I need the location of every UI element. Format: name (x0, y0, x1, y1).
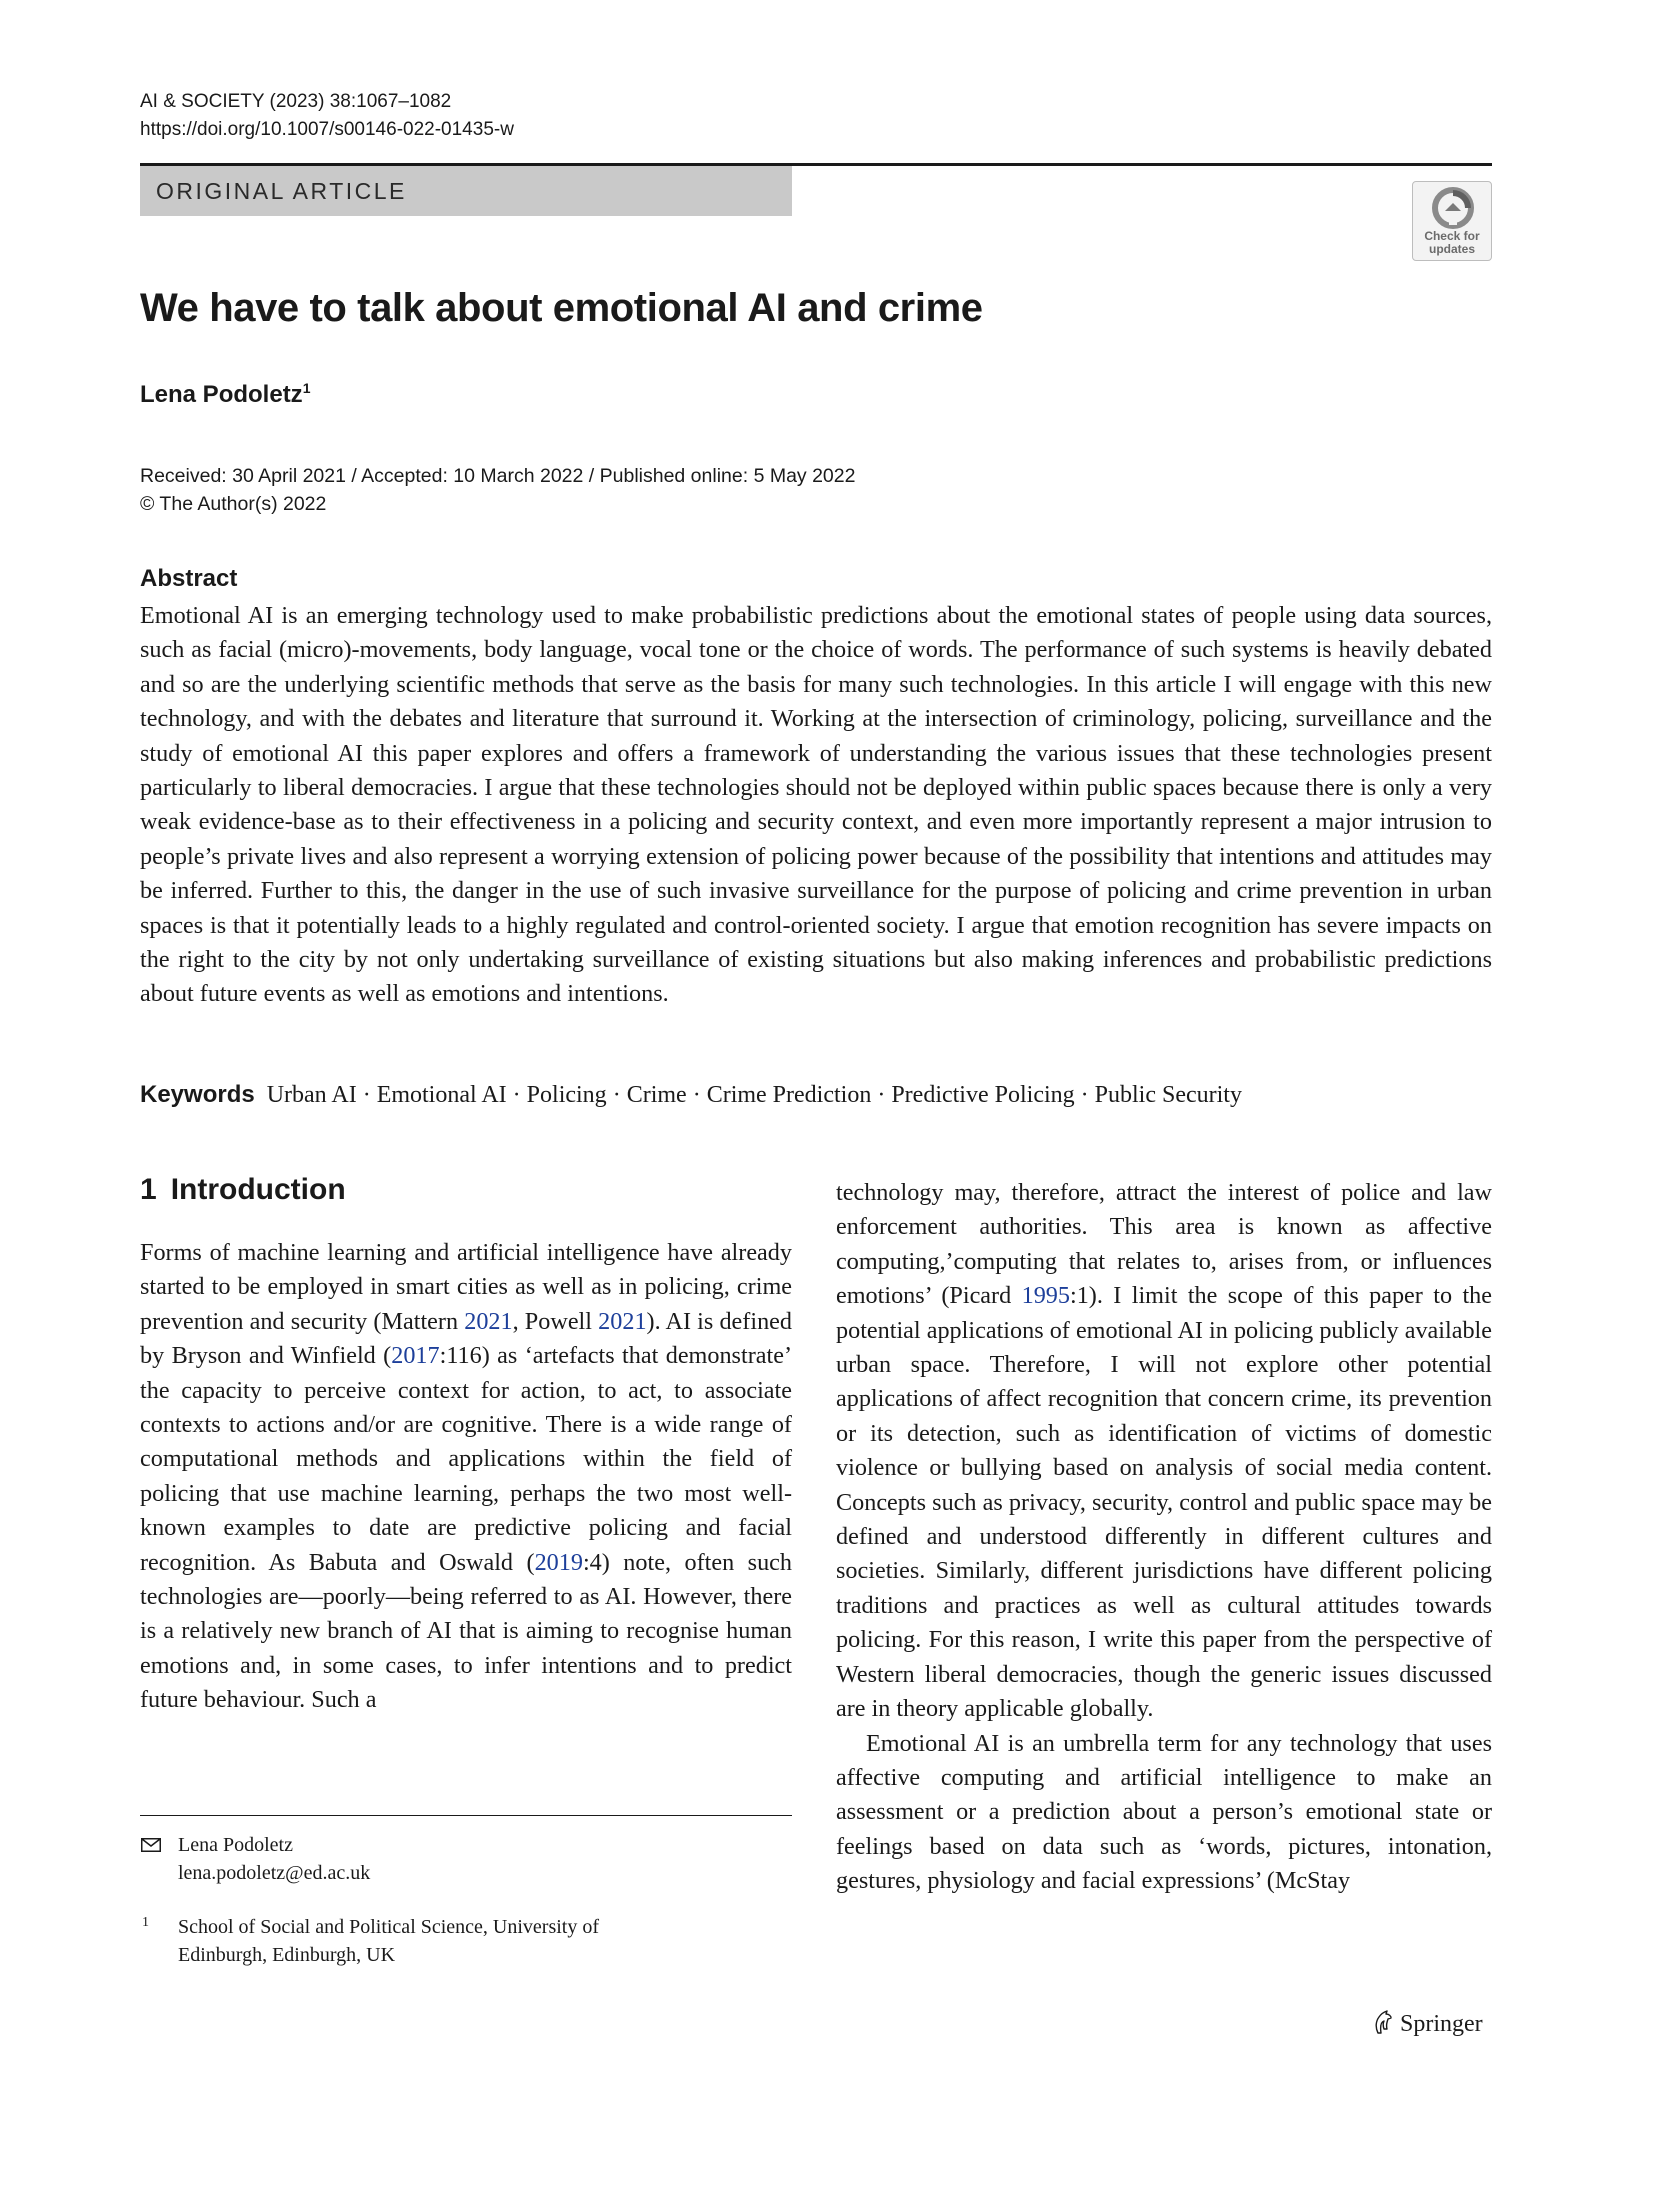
section-heading-introduction (140, 1170, 792, 1210)
text-run: , Powell (512, 1307, 599, 1335)
section-number: 1 (140, 1173, 157, 1206)
envelope-icon (141, 1838, 161, 1852)
check-updates-label-2: updates (1428, 242, 1475, 256)
journal-info (140, 88, 514, 144)
publisher-name: Springer (1400, 2011, 1483, 2037)
citation-link[interactable]: 2021 (464, 1307, 513, 1335)
citation-link[interactable]: 2021 (598, 1307, 647, 1335)
author-name[interactable]: Lena Podoletz (140, 381, 303, 408)
keyword-separator: · (356, 1082, 377, 1108)
keywords-list (267, 1082, 1242, 1108)
keyword-separator: · (871, 1082, 892, 1108)
left-column (140, 1170, 792, 1718)
dates-line: Received: 30 April 2021 / Accepted: 10 March 2022 / Published online: 5 May 2022 (140, 465, 856, 487)
right-column (836, 1176, 1492, 1899)
citation-link[interactable]: 1995 (1021, 1282, 1070, 1310)
text-run: ). AI is defined by Bryson and Winfield ( (140, 1307, 792, 1370)
affiliation-text: School of Social and Political Science, University of Edinburgh, Edinburgh, UK (178, 1916, 600, 1966)
journal-citation: AI & SOCIETY (2023) 38:1067–1082 (140, 91, 452, 112)
section-title: Introduction (170, 1173, 346, 1206)
check-for-updates-icon (1432, 187, 1474, 229)
abstract-heading: Abstract (140, 565, 238, 592)
affiliation-mark: 1 (142, 1915, 149, 1930)
keywords-label: Keywords (140, 1081, 255, 1108)
keyword: Emotional AI (376, 1082, 507, 1108)
intro-paragraph-3 (836, 1727, 1492, 1899)
keyword: Crime (626, 1082, 687, 1108)
keywords (140, 1078, 1242, 1112)
contact-email[interactable]: lena.podoletz@ed.ac.uk (178, 1862, 371, 1884)
author-affiliation-mark: 1 (302, 380, 311, 396)
keyword: Predictive Policing (891, 1082, 1075, 1108)
keyword: Urban AI (266, 1082, 357, 1108)
footnote-rule (140, 1815, 792, 1816)
intro-paragraph-2 (836, 1176, 1492, 1727)
check-updates-label-1: Check for (1424, 229, 1480, 243)
text-run: :1). I limit the scope of this paper to the potential applications of emotional AI in policing publicly available urban space. Therefore, I will not explore other potential applications of affect recognition that concern crime, its prevention or its detection, such as identification of victims of domestic violence or bullying based on analysis of social media content. Concepts such as privacy, security, control and public space may be defined and understood differently in different cultures and societies. Similarly, different jurisdictions have different policing traditions and practices as well as cultural attitudes towards policing. For this reason, I write this paper from the perspective of Western liberal democracies, though the generic issues discussed are in theory applicable globally. (836, 1282, 1492, 1723)
keyword-separator: · (1074, 1082, 1095, 1108)
article-type-banner (140, 166, 792, 216)
text-run: Emotional AI is an umbrella term for any technology that uses affective computing and artificial intelligence to make an assessment or a prediction about a person’s emotional state or feelings based on data such as ‘words, pictures, intonation, gestures, physiology and facial expressions’ (McStay (836, 1729, 1492, 1895)
keyword: Crime Prediction (706, 1082, 872, 1108)
text-run: :4) note, often such technologies are—poorly—being referred to as AI. However, there is a relatively new branch of AI that is aiming to recognise human emotions and, in some cases, to infer intentions and to predict future behaviour. Such a (140, 1548, 793, 1714)
springer-horse-icon (1372, 2009, 1394, 2035)
contact-name: Lena Podoletz (178, 1834, 293, 1856)
publisher-logo[interactable] (1372, 2008, 1483, 2040)
footnote-affiliation (140, 1913, 658, 1969)
article-type-label: ORIGINAL ARTICLE (156, 178, 407, 204)
text-run: Forms of machine learning and artificial intelligence have already started to be employed in smart cities as well as in policing, crime prevention and security (Mattern (140, 1239, 792, 1335)
article-title: We have to talk about emotional AI and crime (140, 286, 983, 330)
doi-link[interactable]: https://doi.org/10.1007/s00146-022-01435-w (140, 119, 514, 140)
abstract-text: Emotional AI is an emerging technology used to make probabilistic predictions about the emotional states of people using data sources, such as facial (micro)-movements, body language, vocal tone or the choice of words. The performance of such systems is heavily debated and so are the underlying scientific methods that serve as the basis for many such technologies. In this article I will engage with this new technology, and with the debates and literature that surround it. Working at the intersection of criminology, policing, surveillance and the study of emotional AI this paper explores and offers a framework of understanding the various issues that these technologies present particularly to liberal democracies. I argue that these technologies should not be deployed within public spaces because there is only a very weak evidence-base as to their effectiveness in a policing and security context, and even more importantly represent a major intrusion to people’s private lives and also represent a worrying extension of policing power because of the possibility that intentions and attitudes may be inferred. Further to this, the danger in the use of such invasive surveillance for the purpose of policing and crime prevention in urban spaces is that it potentially leads to a highly regulated and control-oriented society. I argue that emotion recognition has severe impacts on the right to the city by not only undertaking surveillance of existing situations but also making inferences and probabilistic predictions about future events as well as emotions and intentions. (140, 602, 1492, 1008)
footnote-contact (140, 1831, 370, 1887)
text-run: technology may, therefore, attract the interest of police and law enforcement authorities. This area is known as affective computing,’computing that relates to, arises from, or influences emotions’ (Picard (836, 1179, 1492, 1310)
keyword: Public Security (1094, 1082, 1242, 1108)
citation-link[interactable]: 2019 (534, 1548, 583, 1576)
publication-dates (140, 462, 855, 518)
citation-link[interactable]: 2017 (391, 1342, 440, 1370)
keyword-separator: · (506, 1082, 527, 1108)
intro-paragraph-1 (140, 1236, 792, 1718)
text-run: :116) as ‘artefacts that demonstrate’ the capacity to perceive context for action, to act, to associate contexts to actions and/or are cognitive. There is a wide range of computational methods and applications within the field of policing that use machine learning, perhaps the two most well-known examples to date are predictive policing and facial recognition. As Babuta and Oswald ( (140, 1342, 792, 1576)
check-for-updates-button[interactable] (1412, 181, 1492, 261)
author (140, 380, 310, 409)
keyword-separator: · (686, 1082, 707, 1108)
keyword-separator: · (606, 1082, 627, 1108)
copyright-line: © The Author(s) 2022 (140, 493, 327, 515)
keyword: Policing (526, 1082, 607, 1108)
